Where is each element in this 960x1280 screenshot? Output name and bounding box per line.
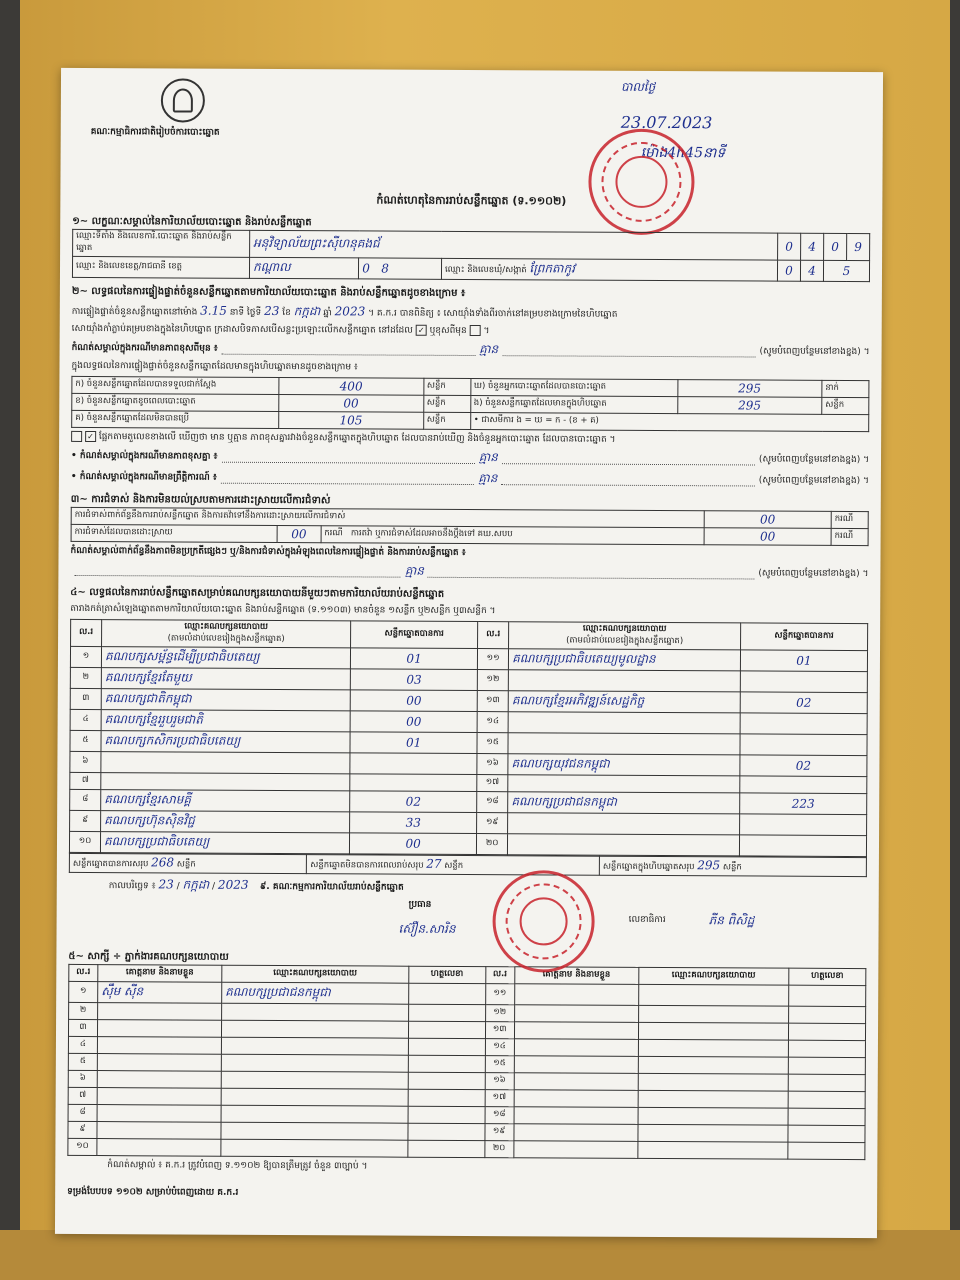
witness-name-cell [514, 1141, 638, 1159]
polling-value: អនុវិទ្យាល័យព្រះស៊ីហនុគងជ័ [250, 230, 778, 260]
party-no-cell: ២ [70, 667, 101, 688]
witness-no-cell: ១ [69, 981, 98, 1002]
witness-name-cell [97, 1088, 221, 1106]
party-party-cell: គណបក្សជាតិកម្ពុជា [101, 689, 350, 711]
party-party-cell [508, 712, 740, 734]
witness-no-cell: ១៥ [485, 1056, 514, 1073]
party-votes-cell [740, 671, 867, 693]
party-no-cell: ១៧ [477, 775, 508, 792]
party-party-cell [508, 813, 740, 835]
province-code: 0 8 [359, 258, 442, 279]
witness-party-cell [221, 1054, 408, 1072]
witness-name-cell [97, 1071, 221, 1089]
witness-sign-cell [408, 1072, 485, 1089]
bullet2: • កំណត់សម្គាល់ក្នុងករណីមានព្រឹត្តិការណ៍ ៖ គ្មាន (សូមបំពេញបន្ថែមនៅខាងខ្នង) ។ [70, 471, 869, 486]
party-no-cell: ១០ [69, 831, 100, 852]
witness-sign-cell [788, 1108, 865, 1125]
party-party-cell [508, 733, 740, 755]
election-form-paper [55, 68, 883, 1238]
party-votes-cell: 01 [351, 648, 478, 670]
party-no-cell: ១២ [477, 670, 508, 691]
section2-intro-line2: សោយ៉ាំងកាំភ្លាប់គម្របខាងក្នុងនៃហិបឆ្នោត ក្រដាសបិទភាសបើសន្លះប្រឡោះលើកសន្លឹកឆ្នោត នៅដដែល ✓ ឬខុសពីមុន ។ [71, 323, 490, 337]
witness-sign-cell [408, 1004, 485, 1021]
footnote: កំណត់សម្គាល់ ៖ គ.ក.រ ត្រូវបំពេញ ទ.១១០២ ឱ្យបានត្រឹមត្រូវ ចំនួន ៣ច្បាប់ ។ [107, 1160, 368, 1172]
witness-party-cell [638, 984, 789, 1006]
bullet1: • កំណត់សម្គាល់ក្នុងករណីមានភាពខុសគ្នា ៖ គ្មាន (សូមបំពេញបន្ថែមនៅខាងខ្នង) ។ [71, 450, 870, 465]
commune-label: ឈ្មោះ និងលេខឃុំ/សង្កាត់ ព្រែកតាកូវ [441, 258, 777, 281]
commune-code-digit: 4 [800, 260, 823, 281]
witness-sign-cell [408, 1021, 485, 1038]
party-votes-cell [740, 734, 867, 756]
polling-code-digit: 0 [778, 233, 801, 260]
section3-table: ការជំទាស់ពាក់ព័ន្ធនឹងការរាប់សន្លឹកឆ្នោត និងការតវ៉ាទៅនឹងការដោះស្រាយលើការជំទាស់ 00 ករណី ការជំទាស់ដែលបានដោះស្រាយ 00 ករណី ការតវ៉ា ឬការជំទាស់ដែលអាចនឹងប្ដឹងទៅ គឃ.សបប 00 ករណី [71, 507, 869, 546]
witness-name-cell [514, 1005, 638, 1023]
witness-name-cell [97, 1122, 221, 1140]
section2-counts-table: ក) ចំនួនសន្លឹកឆ្នោតដែលបានទទួលជាក់ស្តែង 400 សន្លឹក ឃ) ចំនួនអ្នកបោះឆ្នោតដែលបានបោះឆ្នោត 295 នាក់ ខ) ចំនួនសន្លឹកឆ្នោតខូចពេលបោះឆ្នោត 00 សន្លឹក ង) ចំនួនសន្លឹកឆ្នោតដែលមានក្នុងហិបឆ្នោត 295 សន្លឹក គ) ចំនួនសន្លឹកឆ្នោតដែលមិនបានប្រើ 105 សន្លឹក • ជាសមីការ ង = ឃ = ក - (ខ + គ) [71, 376, 869, 432]
party-votes-cell: 02 [350, 791, 477, 813]
party-no-cell: ១៥ [477, 733, 508, 754]
section4-subline: តារាងកត់ត្រាសំឡេងឆ្នោតតាមការិយាល័យបោះឆ្នោត និងរាប់សន្លឹកឆ្នោត (ទ.១១០៣) មានចំនួន ១សន្លឹក ឬ២សន្លឹក ឬ៣សន្លឹក ។ [70, 603, 496, 617]
party-no-cell: ៤ [70, 709, 101, 730]
witness-no-cell: ២០ [485, 1141, 514, 1158]
party-no-cell: ១ [70, 646, 101, 667]
witness-name-cell [98, 1003, 222, 1021]
section2-intro-line1: ការផ្ទៀងផ្ទាត់ចំនួនសន្លឹកឆ្នោតនៅម៉ោង 3.15 នាទី ថ្ងៃទី 23 ខែ កក្កដា ឆ្នាំ 2023 ។ គ.ក.រ បានពិនិត្យ ៖ សោយ៉ាំងទាំងពីរចាក់នៅគម្របខាងក្រោមនៃហិបឆ្នោត [71, 303, 618, 320]
witness-name-cell [514, 1124, 638, 1142]
witness-sign-cell [408, 1106, 485, 1123]
witness-name-cell [97, 1020, 221, 1038]
witness-party-cell [221, 1139, 408, 1157]
unchanged-checkbox[interactable]: ✓ [416, 325, 427, 336]
witness-no-cell: ៥ [68, 1053, 97, 1070]
party-no-cell: ៣ [70, 688, 101, 709]
form-title: កំណត់ហេតុនៃការរាប់សន្លឹកឆ្នោត (ទ.១១០២) [376, 193, 567, 208]
party-votes-cell: 33 [350, 812, 477, 834]
party-party-cell: គណបក្សខ្មែរតែមួយ [101, 668, 350, 690]
handwritten-date: 23.07.2023 [620, 112, 713, 133]
party-party-cell [508, 834, 740, 856]
party-votes-cell: 01 [350, 732, 477, 754]
witness-sign-cell [408, 983, 485, 1004]
count-time: 3.15 [200, 303, 227, 318]
witness-party-cell [221, 1071, 408, 1089]
party-no-cell: ៧ [70, 772, 101, 789]
witness-sign-cell [408, 1038, 485, 1055]
party-votes-cell [739, 835, 866, 857]
party-no-cell: ១៦ [477, 754, 508, 775]
witness-party-cell [221, 1003, 408, 1021]
witness-no-cell: ៨ [68, 1104, 97, 1121]
witness-party-cell [221, 1020, 408, 1038]
witness-name-cell [514, 1039, 638, 1057]
appeals-count: 00 [704, 528, 831, 546]
polling-code-digit: 4 [801, 233, 824, 260]
total-valid: 268 [151, 855, 175, 870]
section2-heading: ២~ លទ្ធផលនៃការផ្ទៀងផ្ទាត់ចំនួនសន្លឹកឆ្នោតតាមការិយាល័យបោះឆ្នោត និងរាប់សន្លឹកឆ្នោតដូចខាងក្រោម ៖ [71, 285, 466, 299]
section3-note-label: កំណត់សម្គាល់ពាក់ព័ន្ធនឹងភាពមិនប្រក្រតីផ្សេងៗ ឬ/និងការជំទាស់ក្នុងអំឡុងពេលនៃការផ្ទៀងផ្ទាត់ និងការរាប់សន្លឹកឆ្នោត ៖ [70, 545, 466, 558]
party-party-cell: គណបក្សខ្មែរអភិវឌ្ឍន៍សេដ្ឋកិច្ច [508, 691, 740, 713]
party-party-cell: គណបក្សសម្ព័ន្ធដើម្បីប្រជាធិបតេយ្យ [101, 647, 350, 669]
commune-code-digit: 0 [777, 260, 800, 281]
objections-count: 00 [704, 511, 831, 529]
commune-code-digit: 5 [823, 260, 869, 281]
witness-sign-cell [788, 1057, 865, 1074]
party-party-cell: គណបក្សយុវជនកម្ពុជា [508, 754, 740, 776]
witness-table: ល.រ គោត្តនាម និងនាមខ្លួន ឈ្មោះគណបក្សនយោបាយ ហត្ថលេខា ល.រ គោត្តនាម និងនាមខ្លួន ឈ្មោះគណបក្សនយោបាយ ហត្ថលេខា ១ ស៊ឹម ស៊ីន គណបក្សប្រជាជនកម្ពុជា ១១ ២ ១២ ៣ ១៣ ៤ ១៤ ៥ ១៥ ៦ ១៦ ៧ ១៧ ៨ ១៨ ៩ ១៩ ១០ ២០ [67, 964, 866, 1160]
witness-name-cell [97, 1054, 221, 1072]
party-votes-cell [740, 713, 867, 735]
party-votes-cell: 00 [350, 711, 477, 733]
witness-party-cell [221, 1088, 408, 1106]
witness-name-cell [514, 1073, 638, 1091]
total-in-box: 295 [697, 858, 721, 873]
signature-area: ប្រធាន ស៊ឿន.សារិន លេខាធិការ ភីន ពិសិដ្ឋ [68, 897, 866, 947]
party-no-cell: ១៨ [477, 792, 508, 813]
witness-sign-cell [789, 985, 866, 1006]
party-party-cell: គណបក្សខ្មែររួបរួមជាតិ [101, 710, 350, 732]
table-row [68, 1138, 865, 1159]
note-value: គ្មាន [479, 342, 499, 357]
province-value: កណ្ដាល [249, 257, 358, 279]
party-party-cell [101, 773, 350, 791]
witness-no-cell: ៤ [68, 1036, 97, 1053]
witness-party-cell [638, 1039, 788, 1057]
witness-party-cell [638, 1090, 788, 1108]
witness-name-cell [97, 1105, 221, 1123]
witness-no-cell: ១៩ [485, 1124, 514, 1141]
party-votes-cell [740, 814, 867, 836]
witness-sign-cell [788, 1125, 865, 1142]
handwritten-time: ម៉ោង4h45នាទី [640, 144, 726, 162]
witness-name-cell [514, 1090, 638, 1108]
witness-party-cell [638, 1107, 788, 1125]
witness-sign-cell [788, 1023, 865, 1040]
witness-no-cell: ១១ [485, 984, 514, 1005]
form-footer: ទម្រង់បែបបទ ១១០២ សម្រាប់បំពេញដោយ គ.ក.រ [67, 1186, 239, 1198]
has-difference-checkbox[interactable] [71, 431, 82, 442]
witness-no-cell: ១០ [68, 1138, 97, 1155]
result-intro: ក្នុងលទ្ធផលនៃការផ្ទៀងផ្ទាត់ចំនួនសន្លឹកឆ្នោតដែលមានក្នុងហិបឆ្នោតមានដូចខាងក្រោម ៖ [71, 360, 358, 373]
total-invalid: 27 [426, 856, 442, 871]
witness-no-cell: ២ [69, 1002, 98, 1019]
section1-heading: ១~ លក្ខណៈសម្គាល់នៃការិយាល័យបោះឆ្នោត និងរាប់សន្លឹកឆ្នោត [72, 215, 312, 229]
witness-party-cell [221, 1037, 408, 1055]
witness-sign-cell [408, 1089, 485, 1106]
party-votes-table: ល.រ ឈ្មោះគណបក្សនយោបាយ (តាមលំដាប់លេខរៀងក្នុងសន្លឹកឆ្នោត) សន្លឹកឆ្នោតបានការ ល.រ ឈ្មោះគណបក្សនយោបាយ (តាមលំដាប់លេខរៀងក្នុងសន្លឹកឆ្នោត) សន្លឹកឆ្នោតបានការ ១ គណបក្សសម្ព័ន្ធដើម្បីប្រជាធិបតេយ្យ 01 ១១ គណបក្សប្រជាធិបតេយ្យមូលដ្ឋាន 01 ២ គណបក្សខ្មែរតែមួយ 03 ១២ ៣ គណបក្សជាតិកម្ពុជា 00 ១៣ គណបក្សខ្មែរអភិវឌ្ឍន៍សេដ្ឋកិច្ច 02 ៤ គណបក្សខ្មែររួបរួមជាតិ 00 ១៤ ៥ គណបក្សកសិករប្រជាធិបតេយ្យ 01 ១៥ ៦ ១៦ គណបក្សយុវជនកម្ពុជា 02 ៧ ១៧ ៨ គណបក្សខ្មែរសាមគ្គី 02 ១៨ គណបក្សប្រជាជនកម្ពុជា 223 ៩ គណបក្សហ៊ុនស៊ិនវិជ្ជ 33 ១៩ ១០ គណបក្សប្រជាធិបតេយ្យ 00 ២០ [69, 619, 868, 857]
witness-party-cell [638, 1056, 788, 1074]
witness-no-cell: ៣ [68, 1019, 97, 1036]
party-no-cell: ៨ [70, 789, 101, 810]
party-votes-cell: 00 [350, 690, 477, 712]
party-no-cell: ១១ [478, 649, 509, 670]
witness-name-cell [514, 984, 638, 1006]
party-votes-cell: 00 [350, 833, 477, 855]
witness-no-cell: ១២ [485, 1005, 514, 1022]
section3-heading: ៣~ ការជំទាស់ និងការមិនយល់ស្របតាមការដោះស្រាយលើការជំទាស់ [70, 493, 331, 507]
check-line: ✓ ផ្អែកតាមតួលេខខាងលើ ឃើញថា មាន ឬគ្មាន ភាពខុសគ្នារវាងចំនួនសន្លឹកឆ្នោតក្នុងហិបឆ្នោត ដែលបានរាប់ឃើញ និងចំនួនអ្នកបោះឆ្នោត ដែលបានបោះឆ្នោត ។ [71, 431, 869, 448]
party-no-cell: ៥ [70, 730, 101, 751]
party-votes-cell [350, 774, 477, 792]
party-no-cell: ១៩ [477, 813, 508, 834]
witness-no-cell: ៩ [68, 1121, 97, 1138]
party-votes-cell: 03 [350, 669, 477, 691]
province-label: ឈ្មោះ និងលេខខេត្ត/រាជធានី ខេត្ត [72, 256, 249, 278]
witness-no-cell: ១៨ [485, 1107, 514, 1124]
count-month: កក្កដា [293, 304, 321, 319]
witness-party-cell [638, 1073, 788, 1091]
party-votes-cell [740, 776, 867, 794]
official-stamp-bottom-icon [492, 870, 595, 973]
committee-name: គណៈកម្មាធិការជាតិរៀបចំការបោះឆ្នោត [90, 127, 220, 138]
section3-note: គ្មាន (សូមបំពេញបន្ថែមនៅខាងខ្នង) ។ [70, 561, 868, 583]
party-no-cell: ៩ [70, 810, 101, 831]
witness-sign-cell [788, 1074, 865, 1091]
party-no-cell: ១៣ [477, 691, 508, 712]
witness-party-cell [638, 1124, 788, 1142]
count-year: 2023 [334, 304, 366, 319]
witness-sign-cell [408, 1123, 485, 1140]
changed-checkbox[interactable] [470, 325, 481, 336]
witness-party-cell [638, 1005, 788, 1023]
witness-no-cell: ១៧ [485, 1090, 514, 1107]
witness-sign-cell [788, 1040, 865, 1057]
section2-note: កំណត់សម្គាល់ក្នុងករណីមានភាពខុសពីមុន ៖ គ្មាន (សូមបំពេញបន្ថែមនៅខាងខ្នង) ។ [72, 339, 870, 361]
resolved-objections: 00 [277, 525, 321, 542]
section1-table [72, 229, 870, 282]
polling-code-digit: 9 [847, 233, 870, 260]
witness-sign-cell [788, 1142, 865, 1159]
party-party-cell: គណបក្សហ៊ុនស៊ិនវិជ្ជ [101, 811, 350, 833]
totals-table: សន្លឹកឆ្នោតបានការសរុប 268 សន្លឹក សន្លឹកឆ្នោតមិនបានការពេលរាប់សរុប 27 សន្លឹក សន្លឹកឆ្នោតក្នុងហិបឆ្នោតសរុប 295 សន្លឹក [69, 853, 867, 877]
section5-heading: ៥~ សាក្សី ÷ ភ្នាក់ងារគណបក្សនយោបាយ [68, 950, 229, 963]
witness-party-cell [638, 1022, 788, 1040]
witness-sign-cell [408, 1140, 485, 1157]
witness-party-cell [637, 1141, 787, 1159]
witness-name-cell: ស៊ឹម ស៊ីន [98, 982, 222, 1004]
party-party-cell: គណបក្សប្រជាជនកម្ពុជា [508, 792, 740, 814]
secretary-signature: ភីន ពិសិដ្ឋ [708, 913, 755, 928]
party-no-cell: ១៤ [477, 712, 508, 733]
party-party-cell: គណបក្សប្រជាធិបតេយ្យ [100, 832, 349, 854]
witness-name-cell [97, 1139, 221, 1157]
party-party-cell [101, 752, 350, 774]
section4-heading: ៤~ លទ្ធផលនៃការរាប់សន្លឹកឆ្នោតសម្រាប់គណបក្សនយោបាយនីមួយៗតាមការិយាល័យរាប់សន្លឹកឆ្នោត [70, 586, 445, 600]
party-votes-cell: 02 [740, 692, 867, 714]
witness-party-cell [221, 1122, 408, 1140]
witness-no-cell: ១៣ [485, 1022, 514, 1039]
party-votes-cell: 223 [740, 793, 867, 815]
sign-date: កាលបរិច្ឆេទ ៖ 23 / កក្កដា / 2023 ៩. គណៈកម្មការការិយាល័យរាប់សន្លឹកឆ្នោត [108, 877, 404, 893]
ballots-in-box: 295 [677, 397, 822, 415]
witness-no-cell: ១៦ [485, 1073, 514, 1090]
witness-no-cell: ៧ [68, 1087, 97, 1104]
spoiled-ballots: 00 [279, 395, 424, 413]
witness-no-cell: ១៤ [485, 1039, 514, 1056]
party-no-cell: ៦ [70, 751, 101, 772]
witness-no-cell: ៦ [68, 1070, 97, 1087]
party-no-cell: ២០ [477, 834, 508, 855]
voters-count: 295 [677, 380, 822, 398]
unused-ballots: 105 [279, 412, 424, 430]
witness-name-cell [514, 1056, 638, 1074]
party-party-cell [508, 775, 740, 793]
no-difference-checkbox[interactable]: ✓ [85, 431, 96, 442]
party-votes-cell [350, 753, 477, 775]
party-party-cell: គណបក្សខ្មែរសាមគ្គី [101, 790, 350, 812]
witness-name-cell [97, 1037, 221, 1055]
committee-emblem-icon [161, 78, 205, 122]
witness-party-cell: គណបក្សប្រជាជនកម្ពុជា [222, 982, 409, 1004]
party-votes-cell: 01 [740, 650, 867, 672]
chair-signature: ស៊ឿន.សារិន [398, 921, 456, 936]
handwritten-date-label: បាលថ្ងៃ [620, 79, 656, 94]
witness-party-cell [221, 1105, 408, 1123]
witness-name-cell [514, 1022, 638, 1040]
count-day: 23 [264, 303, 280, 319]
party-party-cell: គណបក្សប្រជាធិបតេយ្យមូលដ្ឋាន [509, 649, 741, 671]
party-party-cell: គណបក្សកសិករប្រជាធិបតេយ្យ [101, 731, 350, 753]
witness-sign-cell [789, 1006, 866, 1023]
witness-name-cell [514, 1107, 638, 1125]
party-party-cell [508, 670, 740, 692]
received-ballots: 400 [279, 378, 424, 396]
polling-label: ឈ្មោះទីតាំង និងលេខការិ.បោះឆ្នោត និងរាប់សន្លឹកឆ្នោត [73, 229, 250, 257]
witness-sign-cell [788, 1091, 865, 1108]
witness-sign-cell [408, 1055, 485, 1072]
party-votes-cell: 02 [740, 755, 867, 777]
polling-code-digit: 0 [824, 233, 847, 260]
